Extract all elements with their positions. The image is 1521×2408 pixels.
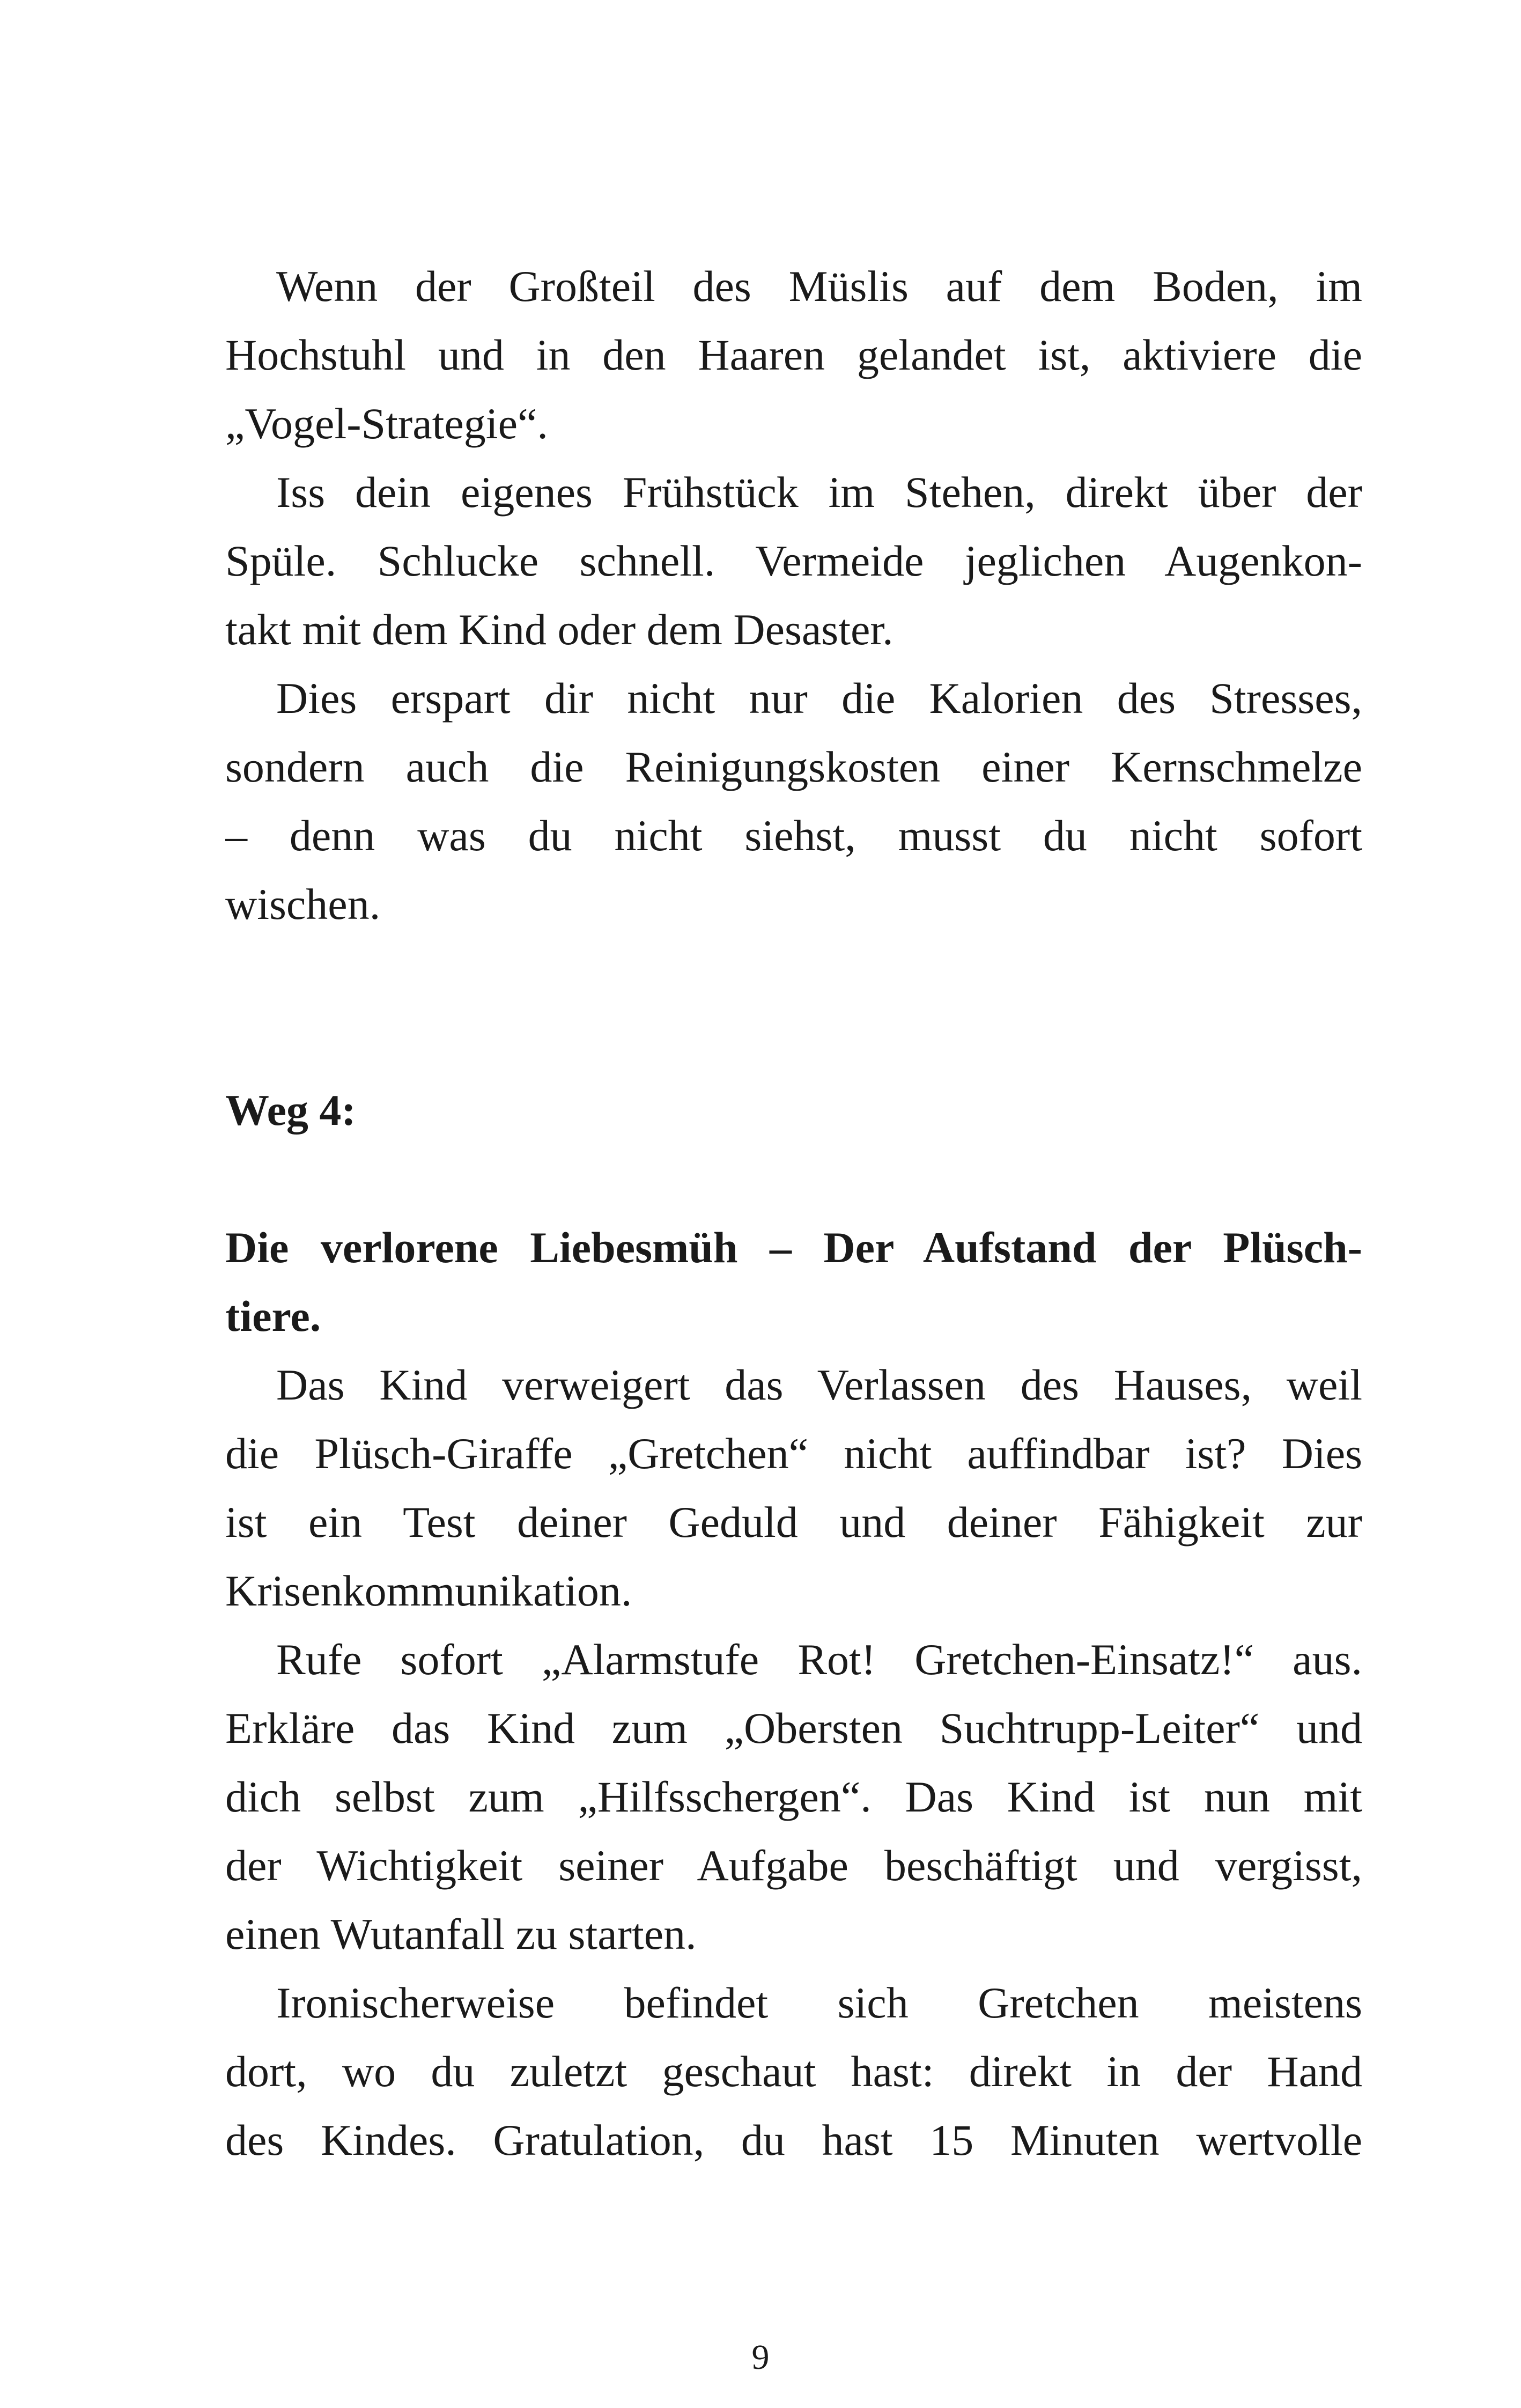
heading-spacer xyxy=(225,1145,1362,1213)
text-line: Rufe sofort „Alarmstufe Rot! Gretchen-Einsatz!“ aus. xyxy=(276,1635,1362,1684)
paragraph xyxy=(225,1351,1362,1625)
section-spacer xyxy=(225,939,1362,1076)
paragraph xyxy=(225,1969,1362,2175)
text-line: Wenn der Großteil des Müslis auf dem Boden, im xyxy=(276,262,1362,311)
text-line: Iss dein eigenes Frühstück im Stehen, direkt über der xyxy=(276,468,1362,517)
text-line: Dies erspart dir nicht nur die Kalorien des Stresses, xyxy=(276,674,1362,723)
section-label: Weg 4: xyxy=(225,1086,356,1135)
text-line: einen Wutanfall zu starten. xyxy=(225,1910,697,1958)
text-line: ist ein Test deiner Geduld und deiner Fähigkeit zur xyxy=(225,1498,1362,1547)
paragraph xyxy=(225,458,1362,664)
text-line: Erkläre das Kind zum „Obersten Suchtrupp-Leiter“ und xyxy=(225,1704,1362,1752)
section-title-line: Die verlorene Liebesmüh – Der Aufstand der Plüsch- xyxy=(225,1223,1362,1272)
section-title xyxy=(225,1213,1362,1351)
text-line: Das Kind verweigert das Verlassen des Hauses, weil xyxy=(276,1360,1362,1409)
text-line: der Wichtigkeit seiner Aufgabe beschäftigt und vergisst, xyxy=(225,1841,1362,1890)
text-line: Krisenkommunikation. xyxy=(225,1566,632,1615)
text-line: Hochstuhl und in den Haaren gelandet ist, aktiviere die xyxy=(225,330,1362,379)
section-title-line: tiere. xyxy=(225,1292,321,1341)
text-line: sondern auch die Reinigungskosten einer Kernschmelze xyxy=(225,742,1362,791)
text-line: die Plüsch-Giraffe „Gretchen“ nicht auffindbar ist? Dies xyxy=(225,1429,1362,1478)
text-line: – denn was du nicht siehst, musst du nicht sofort xyxy=(225,811,1362,860)
text-line: Spüle. Schlucke schnell. Vermeide jeglichen Augenkon- xyxy=(225,536,1362,585)
book-page xyxy=(225,252,1362,2175)
paragraph xyxy=(225,1625,1362,1969)
text-line: takt mit dem Kind oder dem Desaster. xyxy=(225,605,894,654)
text-line: dich selbst zum „Hilfsschergen“. Das Kind ist nun mit xyxy=(225,1772,1362,1821)
text-line: wischen. xyxy=(225,880,381,929)
paragraph xyxy=(225,252,1362,458)
paragraph xyxy=(225,664,1362,939)
page-number: 9 xyxy=(751,2338,770,2377)
text-line: Ironischerweise befindet sich Gretchen meistens xyxy=(276,1978,1362,2027)
text-line: dort, wo du zuletzt geschaut hast: direkt in der Hand xyxy=(225,2047,1362,2096)
text-line: „Vogel-Strategie“. xyxy=(225,399,548,448)
text-line: des Kindes. Gratulation, du hast 15 Minuten wertvolle xyxy=(225,2116,1362,2164)
